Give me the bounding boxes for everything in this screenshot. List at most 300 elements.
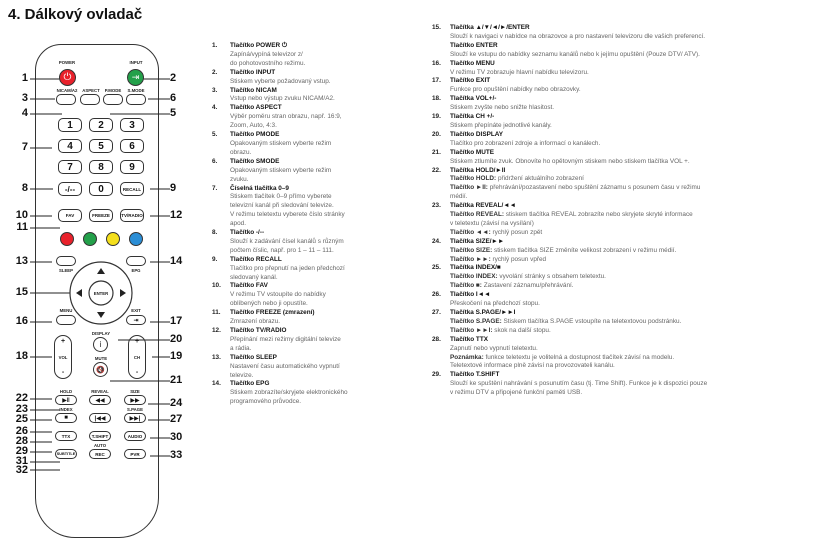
item-body (450, 309, 820, 336)
item-description: sledovaný kanál. (230, 273, 278, 281)
callout-number: 7 (21, 141, 28, 153)
item-detail-text: funkce teletextu je volitelná a dostupnost tlačítek závisí na modelu. (483, 353, 675, 361)
digit-2-button[interactable]: 2 (89, 118, 113, 132)
item-body (450, 131, 820, 149)
item-description: Funkce pro opuštění nabídky nebo obrazovky. (450, 86, 581, 94)
callout-number: 10 (15, 209, 28, 221)
pvr-button[interactable]: PVR (124, 449, 146, 459)
list-item (432, 167, 820, 203)
ch-plus: + (134, 338, 140, 345)
item-detail-text: stiskem tlačítka REVEAL zobrazíte nebo skryjete skryté informace (503, 211, 693, 219)
item-title: Tlačítko -/-- (230, 229, 265, 237)
item-body (450, 336, 820, 372)
item-body (450, 113, 820, 131)
yellow-button[interactable] (106, 232, 120, 246)
item-body (230, 42, 417, 69)
nicam-button[interactable] (56, 94, 76, 105)
item-number: 24. (432, 237, 441, 245)
callout-number: 21 (170, 374, 183, 386)
play-pause-icon: ▶‖ (62, 397, 70, 404)
epg-label: EPG (131, 268, 141, 273)
vol-plus: + (60, 338, 66, 345)
item-title: Tlačítko FAV (230, 282, 268, 290)
item-title: Tlačítko MUTE (450, 148, 495, 156)
green-button[interactable] (83, 232, 97, 246)
callout-number: 4 (21, 107, 28, 119)
list-item (212, 354, 417, 381)
item-body (230, 256, 417, 283)
item-description: Opakovaným stiskem vyberte režim (230, 166, 332, 174)
list-item (212, 69, 417, 87)
item-detail-line (450, 220, 820, 229)
hold-label: HOLD (59, 389, 73, 394)
item-number: 12. (212, 327, 221, 334)
list-item (212, 229, 417, 256)
item-number: 4. (212, 104, 218, 112)
item-number: 5. (212, 131, 218, 139)
item-title: Tlačítka SIZE/►► (450, 237, 505, 245)
recall-button[interactable]: RECALL (120, 182, 144, 196)
item-body (230, 380, 417, 407)
item-detail-text: skok na další stopu. (492, 326, 551, 334)
item-title: Tlačítko TV/RADIO (230, 327, 287, 334)
item-title: Tlačítko POWER ⏻ (230, 42, 287, 49)
smode-label: S.MODE (127, 88, 145, 93)
callout-number: 28 (15, 435, 28, 447)
item-detail-label: Tlačítko ◄◄: (450, 228, 491, 236)
power-button[interactable] (59, 69, 76, 86)
list-item (432, 264, 820, 291)
item-description: Zapnutí nebo vypnutí teletextu. (450, 344, 538, 352)
list-item (432, 291, 820, 309)
item-number: 19. (432, 113, 441, 121)
list-item (432, 131, 820, 149)
item-title: Tlačítko EPG (230, 380, 270, 388)
item-title: Tlačítko RECALL (230, 255, 282, 263)
digit-8-button[interactable]: 8 (89, 160, 113, 174)
item-detail-line (450, 282, 820, 291)
callout-number: 2 (170, 72, 177, 84)
exit-label: EXIT (131, 308, 141, 313)
item-detail-text: médií. (450, 193, 468, 201)
item-title: Tlačítka REVEAL/◄◄ (450, 202, 516, 210)
digit-6-button[interactable]: 6 (120, 139, 144, 153)
item-title: Tlačítko MENU (450, 59, 495, 67)
item-detail-line (450, 184, 820, 193)
item-number: 17. (432, 77, 441, 85)
item-title: Tlačítka INDEX/■ (450, 264, 501, 272)
exit-button[interactable] (126, 315, 146, 325)
reveal-label: REVEAL (91, 389, 109, 394)
power-label: POWER (58, 60, 76, 65)
item-detail-text: stiskem tlačítka SIZE změníte velikost zobrazení v režimu médií. (492, 246, 677, 254)
item-detail-label: Tlačítko HOLD: (450, 175, 497, 183)
item-description: Zapíná/vypíná televizor z/ (230, 50, 303, 58)
list-item (212, 380, 417, 407)
item-description: Stiskem zobrazíte/skryjete elektronického (230, 389, 348, 397)
item-detail-text: přidržení aktuálního zobrazení (496, 175, 584, 183)
item-body (450, 167, 820, 203)
item-title: Tlačítko NICAM (230, 86, 277, 94)
item-detail-line (450, 211, 820, 220)
size-label: SIZE (130, 389, 140, 394)
item-number: 11. (212, 309, 221, 317)
hold-playpause-button[interactable] (55, 395, 77, 405)
item-description: oblíbených nebo ji opustíte. (230, 300, 308, 308)
list-item (432, 371, 820, 398)
list-item (212, 42, 417, 69)
item-title: Číselná tlačítka 0–9 (230, 184, 289, 192)
mute-label: MUTE (94, 356, 108, 361)
callout-number: 24 (170, 397, 183, 409)
item-body (230, 69, 417, 87)
item-description: Slouží k navigaci v nabídce na obrazovce a pro nastavení televizoru dle vašich preferencí. (450, 32, 706, 40)
item-number: 2. (212, 68, 218, 76)
item-number: 22. (432, 166, 441, 174)
item-number: 21. (432, 148, 441, 156)
mute-button[interactable] (93, 362, 108, 377)
item-detail-line (450, 175, 820, 184)
display-label: DISPLAY (91, 331, 111, 336)
enter-label: ENTER (93, 291, 109, 296)
aspect-button[interactable] (80, 94, 100, 105)
function-list-left (212, 42, 417, 407)
item-detail-text: Zastavení záznamu/přehrávání. (481, 282, 574, 290)
item-body (450, 77, 820, 95)
item-body (450, 60, 820, 78)
item-description: Přepínání mezi režimy digitální televize (230, 335, 341, 343)
item-body (230, 104, 417, 131)
callout-number: 22 (15, 392, 28, 404)
list-item (432, 95, 820, 113)
item-body (230, 229, 417, 256)
item-detail-label: Poznámka: (450, 353, 484, 361)
display-button[interactable] (93, 337, 108, 352)
digit-3-button[interactable]: 3 (120, 118, 144, 132)
callout-number: 30 (170, 431, 183, 443)
item-body (450, 149, 820, 167)
menu-label: MENU (59, 308, 73, 313)
item-body (450, 371, 820, 398)
list-item (212, 327, 417, 354)
fast-forward-icon: ▶▶ (130, 397, 140, 404)
skip-forward-icon: ▶▶| (129, 415, 141, 422)
item-body (450, 202, 820, 238)
item-body (230, 87, 417, 105)
item-title: Tlačítka ▲/▼/◄/►/ENTER (450, 24, 530, 31)
item-title: Tlačítko SMODE (230, 157, 280, 165)
callout-number: 15 (15, 286, 28, 298)
item-number: 3. (212, 86, 218, 94)
item-detail-label: Tlačítko ►►: (450, 255, 491, 263)
item-description: Stiskem zvyšte nebo snižte hlasitost. (450, 104, 555, 112)
item-title: Tlačítko T.SHIFT (450, 371, 500, 379)
nicam-label: NICAM/A2 (56, 88, 78, 93)
item-description: počtem číslic, např. pro 1 – 11 – 111. (230, 246, 334, 254)
item-title: Tlačítko SLEEP (230, 353, 277, 361)
item-number: 13. (212, 353, 221, 361)
item-number: 18. (432, 95, 441, 103)
mute-icon: 🔇 (96, 366, 105, 374)
item-detail-line (450, 318, 820, 327)
item-number: 7. (212, 184, 218, 192)
item-detail-label: Tlačítko INDEX: (450, 273, 498, 281)
item-detail-label: Tlačítko S.PAGE: (450, 317, 502, 325)
item-description: V režimu TV zobrazuje hlavní nabídku televizoru. (450, 68, 589, 76)
ttx-button[interactable]: TTX (55, 431, 77, 441)
item-detail-label: Tlačítko SIZE: (450, 246, 493, 254)
item-description: Tlačítko pro přepnutí na jeden předchozí (230, 264, 345, 272)
red-button[interactable] (60, 232, 74, 246)
smode-button[interactable] (126, 94, 146, 105)
item-detail-line (450, 256, 820, 265)
vol-minus: - (61, 369, 65, 376)
spage-next-button[interactable] (124, 413, 146, 423)
callout-number: 14 (170, 255, 183, 267)
callout-number: 11 (16, 221, 28, 233)
callout-number: 16 (15, 315, 28, 327)
item-title: Tlačítko ASPECT (230, 104, 282, 112)
list-item (212, 282, 417, 309)
callout-number: 13 (15, 255, 28, 267)
item-description: Slouží ke vstupu do nabídky seznamu kanálů nebo k jejímu opuštění (Pouze DTV/ ATV). (450, 50, 700, 58)
item-detail-label: Tlačítko REVEAL: (450, 211, 504, 219)
skip-back-icon: |◀◀ (94, 415, 106, 422)
item-detail-text: v teletextu (závisí na vysílání) (450, 219, 534, 227)
callout-number: 19 (170, 350, 183, 362)
item-description: televize. (230, 371, 254, 379)
pmode-button[interactable] (103, 94, 123, 105)
item-number: 9. (212, 255, 218, 263)
list-item (212, 87, 417, 105)
item-detail-text: rychlý posun vpřed (490, 255, 547, 263)
item-description: apod. (230, 220, 246, 228)
item-body (450, 95, 820, 113)
vol-label: VOL (58, 355, 68, 360)
rec-button[interactable]: REC (89, 449, 111, 459)
item-description: Tlačítko pro zobrazení zdroje a informací o kanálech. (450, 139, 601, 147)
item-body (450, 291, 820, 309)
digit-5-button[interactable]: 5 (89, 139, 113, 153)
list-item (212, 185, 417, 230)
audio-button[interactable]: AUDIO (124, 431, 146, 441)
callout-number: 9 (170, 182, 177, 194)
spage-label: S.PAGE (127, 407, 143, 412)
input-label: INPUT (129, 60, 143, 65)
list-item (212, 256, 417, 283)
callout-number: 6 (170, 92, 177, 104)
item-number: 29. (432, 371, 441, 379)
callout-number: 12 (170, 209, 183, 221)
item-detail-label: Tlačítko ■: (450, 282, 482, 290)
item-detail-line (450, 273, 820, 282)
stop-icon: ■ (64, 415, 68, 421)
list-item (212, 131, 417, 158)
item-body (230, 158, 417, 185)
callout-number: 27 (170, 413, 183, 425)
item-description: Stiskem ztlumíte zvuk. Obnovíte ho opětovným stiskem nebo stiskem tlačítka VOL +. (450, 157, 690, 165)
callout-number: 20 (170, 333, 183, 345)
callout-number: 8 (21, 182, 28, 194)
item-detail-line (450, 193, 820, 202)
item-description: Stiskem vyberte požadovaný vstup. (230, 77, 331, 85)
item-description: obrazu. (230, 148, 252, 156)
reveal-rewind-button[interactable] (89, 395, 111, 405)
item-title: Tlačítka HOLD/►II (450, 166, 506, 174)
size-forward-button[interactable] (124, 395, 146, 405)
ch-label: CH (133, 355, 141, 360)
item-detail-line (450, 327, 820, 336)
callout-number: 5 (170, 107, 177, 119)
callout-number: 25 (15, 413, 28, 425)
item-title: Tlačítko DISPLAY (450, 130, 504, 138)
item-detail-text: přehrávání/pozastavení nebo spuštění záznamu s posunem času v režimu (487, 184, 701, 192)
item-title: Tlačítko I◄◄ (450, 291, 491, 299)
item-detail-text: rychlý posun zpět (490, 228, 543, 236)
sleep-label: SLEEP (58, 268, 74, 273)
item-body (230, 131, 417, 158)
item-detail-text: vyvolání stránky s obsahem teletextu. (497, 273, 606, 281)
item-title: Tlačítko EXIT (450, 77, 491, 85)
callout-number: 18 (15, 350, 28, 362)
item-description: Zmrazení obrazu. (230, 318, 281, 326)
item-description: v režimu DTV a připojené funkční paměti USB. (450, 389, 583, 397)
item-subtitle: Tlačítko ENTER (450, 41, 498, 49)
item-description: Přeskočení na předchozí stopu. (450, 300, 540, 308)
index-stop-button[interactable] (55, 413, 77, 423)
rewind-icon: ◀◀ (95, 397, 105, 404)
item-detail-line (450, 362, 820, 371)
list-item (432, 113, 820, 131)
item-detail-line (450, 229, 820, 238)
digit-7-button[interactable]: 7 (58, 160, 82, 174)
freeze-button[interactable]: FREEZE (89, 209, 113, 222)
callout-number: 3 (21, 92, 28, 104)
subtitle-button[interactable]: SUBTITLE (55, 449, 77, 459)
page-title: 4. Dálkový ovladač (8, 6, 143, 23)
pmode-label: P.MODE (104, 88, 122, 93)
blue-button[interactable] (129, 232, 143, 246)
item-detail-line (450, 354, 820, 363)
item-title: Tlačítko INPUT (230, 68, 276, 76)
item-detail-text: Stiskem tlačítka S.PAGE vstoupíte na teletextovou podstránku. (501, 317, 682, 325)
list-item (432, 309, 820, 336)
dash-button[interactable]: -/-- (58, 182, 82, 196)
previous-button[interactable] (89, 413, 111, 423)
item-number: 10. (212, 282, 221, 290)
item-title: Tlačítko FREEZE (zmrazení) (230, 309, 315, 317)
item-description: a rádia. (230, 344, 252, 352)
list-item (212, 309, 417, 327)
item-body (230, 185, 417, 230)
item-title: Tlačítka VOL+/- (450, 95, 497, 103)
item-number: 8. (212, 229, 218, 237)
item-description: V režimu teletextu vyberete číslo stránky (230, 211, 345, 219)
info-icon: i (99, 340, 102, 349)
fav-button[interactable]: FAV (58, 209, 82, 222)
item-body (230, 309, 417, 327)
callout-number: 29 (15, 445, 28, 457)
item-description: Stiskem tlačítek 0–9 přímo vyberete (230, 193, 332, 201)
callout-number: 26 (15, 425, 28, 437)
item-number: 27. (432, 309, 441, 316)
index-label: INDEX (59, 407, 73, 412)
item-description: Slouží ke spuštění nahrávání s posunutím času (tj. Time Shift). Funkce je k dispozici pouze (450, 380, 708, 388)
item-body (450, 238, 820, 265)
list-item (432, 202, 820, 238)
item-body (450, 264, 820, 291)
digit-0-button[interactable]: 0 (89, 182, 113, 196)
list-item (212, 104, 417, 131)
item-title: Tlačítka CH +/- (450, 113, 495, 121)
item-detail-text: Teletextové informace plně závisí na provozovateli kanálu. (450, 362, 615, 370)
function-list-right (432, 24, 820, 398)
item-detail-line (450, 247, 820, 256)
item-description: Nastavení času automatického vypnutí (230, 362, 340, 370)
item-description: Opakovaným stiskem vyberte režim (230, 139, 332, 147)
callout-number: 33 (170, 449, 183, 461)
item-description: V režimu TV vstoupíte do nabídky (230, 291, 326, 299)
item-description: televizní kanál při sledování televize. (230, 202, 334, 210)
list-item (212, 158, 417, 185)
auto-label: AUTO (93, 443, 107, 448)
callout-number: 23 (15, 403, 28, 415)
item-description: Zoom, Auto, 4:3. (230, 122, 277, 130)
item-number: 20. (432, 130, 441, 138)
item-number: 16. (432, 59, 441, 67)
item-body (450, 24, 820, 60)
item-number: 14. (212, 380, 221, 388)
item-number: 26. (432, 291, 441, 299)
item-description: zvuku. (230, 175, 249, 183)
callout-number: 31 (15, 455, 28, 467)
item-title: Tlačítko TTX (450, 335, 488, 343)
item-description: Slouží k zadávání čísel kanálů s různým (230, 237, 344, 245)
callout-number: 1 (21, 72, 28, 84)
item-number: 23. (432, 202, 441, 210)
item-detail-label: Tlačítko ►►I: (450, 326, 493, 334)
list-item (432, 336, 820, 372)
input-button[interactable] (127, 69, 144, 86)
item-description: do pohotovostního režimu. (230, 59, 306, 67)
input-icon: ⇥ (131, 72, 140, 82)
item-number: 25. (432, 264, 441, 272)
callout-number: 32 (15, 464, 28, 476)
item-title: Tlačítko PMODE (230, 131, 280, 139)
tshift-button[interactable]: T.SHIFT (89, 431, 111, 441)
item-description: Výběr poměru stran obrazu, např. 16:9, (230, 113, 342, 121)
list-item (432, 60, 820, 78)
list-item (432, 24, 820, 60)
callout-number: 17 (170, 315, 183, 327)
item-body (230, 327, 417, 354)
item-detail-label: Tlačítko ►II: (450, 184, 488, 192)
item-description: programového průvodce. (230, 398, 302, 406)
menu-button[interactable] (56, 315, 76, 325)
item-number: 28. (432, 335, 441, 343)
item-description: Stiskem přepínáte jednotlivé kanály. (450, 121, 552, 129)
item-number: 1. (212, 42, 218, 49)
aspect-label: ASPECT (82, 88, 100, 93)
item-number: 15. (432, 24, 441, 31)
digit-9-button[interactable]: 9 (120, 160, 144, 174)
tvradio-button[interactable]: TV/RADIO (120, 209, 144, 222)
item-body (230, 354, 417, 381)
digit-4-button[interactable]: 4 (58, 139, 82, 153)
digit-1-button[interactable]: 1 (58, 118, 82, 132)
exit-icon: ⇥ (133, 317, 139, 324)
item-title: Tlačítka S.PAGE/►►I (450, 309, 516, 316)
